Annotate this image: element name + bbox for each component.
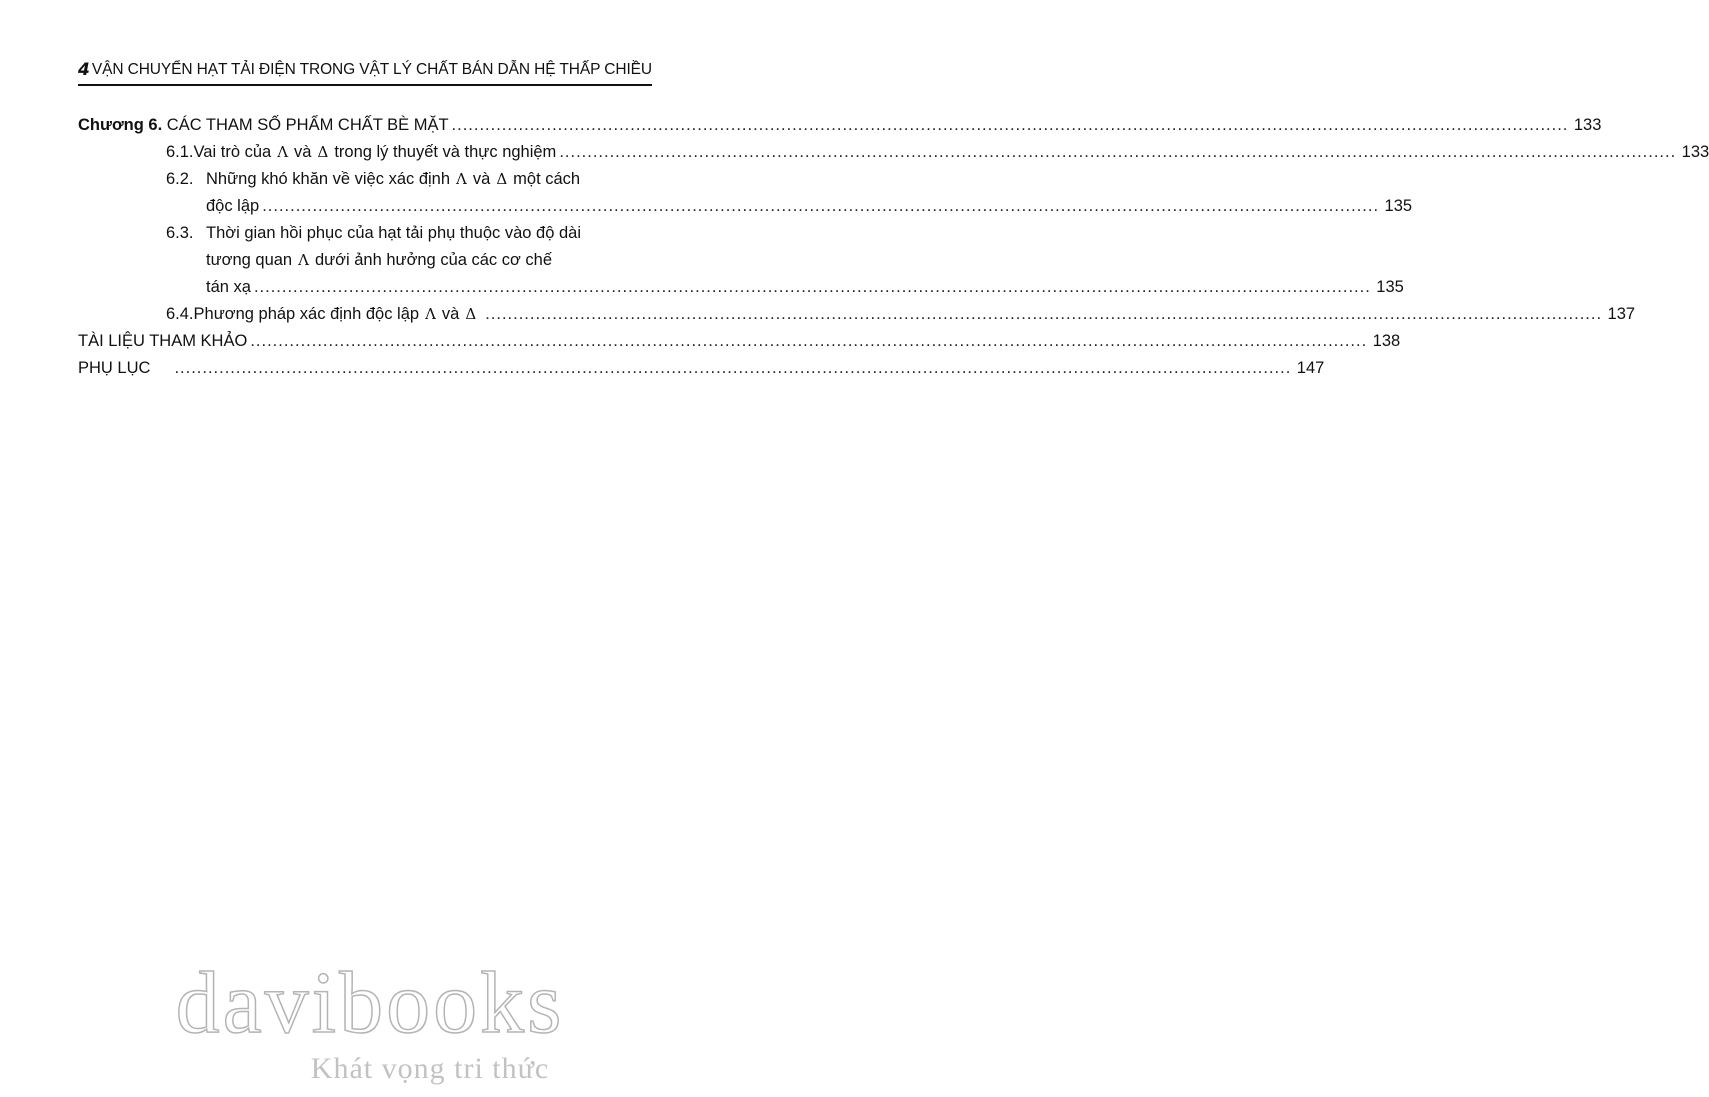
section-text: Thời gian hồi phục của hạt tải phụ thuộc vào độ dài	[206, 224, 581, 242]
delta-symbol: Δ	[496, 170, 508, 188]
toc-entry-6-4[interactable]	[78, 301, 1636, 328]
section-text: một cách	[513, 170, 581, 188]
dot-leader: ........................................................................................................................................................................................................	[451, 116, 1569, 134]
delta-symbol: Δ	[465, 305, 477, 323]
section-text: Phương pháp xác định độc lập	[193, 305, 420, 323]
entry-title: PHỤ LỤC	[78, 359, 151, 377]
page-ref: 133	[1681, 143, 1709, 161]
page-ref: 137	[1607, 305, 1636, 323]
section-text: độc lập	[206, 197, 260, 215]
toc-entry-appendix[interactable]	[78, 355, 1325, 382]
dot-leader: ........................................................................................................................................................................................................	[250, 332, 1368, 350]
dot-leader: ........................................................................................................................................................................................................	[559, 143, 1677, 161]
page-number: 4	[78, 60, 90, 80]
lambda-symbol: Λ	[277, 143, 289, 161]
section-text: Vai trò của	[193, 143, 272, 161]
toc-entry-chapter-6[interactable]	[78, 112, 1602, 139]
section-text: và	[294, 143, 312, 161]
section-text: và	[441, 305, 460, 323]
section-text: và	[472, 170, 491, 188]
page-ref: 133	[1573, 116, 1602, 134]
dot-leader: ........................................................................................................................................................................................................	[174, 359, 1292, 377]
lambda-symbol: Λ	[456, 170, 467, 188]
section-number: 6.1.	[166, 143, 194, 161]
page-ref: 147	[1296, 359, 1325, 377]
lambda-symbol: Λ	[298, 251, 309, 269]
section-text: tán xạ	[206, 278, 251, 296]
dot-leader: ........................................................................................................................................................................................................	[262, 197, 1380, 215]
section-text: Những khó khăn về việc xác định	[206, 170, 451, 188]
section-text: tương quan	[206, 251, 293, 269]
page-ref: 135	[1376, 278, 1404, 296]
section-number: 6.4.	[166, 305, 194, 323]
page-ref: 138	[1372, 332, 1401, 350]
page-ref: 135	[1384, 197, 1413, 215]
toc-entry-references[interactable]	[78, 328, 1401, 355]
section-number: 6.3.	[166, 224, 194, 242]
watermark-logo: davibooks	[175, 955, 565, 1052]
toc-entry-6-3[interactable]	[78, 220, 1404, 301]
running-header	[78, 58, 652, 86]
dot-leader: ........................................................................................................................................................................................................	[485, 305, 1603, 323]
delta-symbol: Δ	[317, 143, 329, 161]
publisher-watermark	[0, 955, 700, 1086]
chapter-label: Chương 6.	[78, 116, 163, 134]
section-text: trong lý thuyết và thực nghiệm	[334, 143, 557, 161]
entry-title: TÀI LIỆU THAM KHẢO	[78, 332, 248, 350]
dot-leader: ........................................................................................................................................................................................................	[253, 278, 1371, 296]
section-text: dưới ảnh hưởng của các cơ chế	[314, 251, 553, 269]
toc-entry-6-1[interactable]	[78, 139, 1709, 166]
table-of-contents	[78, 112, 1709, 382]
toc-entry-6-2[interactable]	[78, 166, 1413, 220]
watermark-tagline: Khát vọng tri thức	[310, 1052, 550, 1085]
running-title: VẬN CHUYỂN HẠT TẢI ĐIỆN TRONG VẬT LÝ CHẤT BÁN DẪN HỆ THẤP CHIỀU	[91, 61, 652, 78]
lambda-symbol: Λ	[425, 305, 436, 323]
section-number: 6.2.	[166, 170, 194, 188]
chapter-title: CÁC THAM SỐ PHẨM CHẤT BÈ MẶT	[166, 116, 449, 134]
